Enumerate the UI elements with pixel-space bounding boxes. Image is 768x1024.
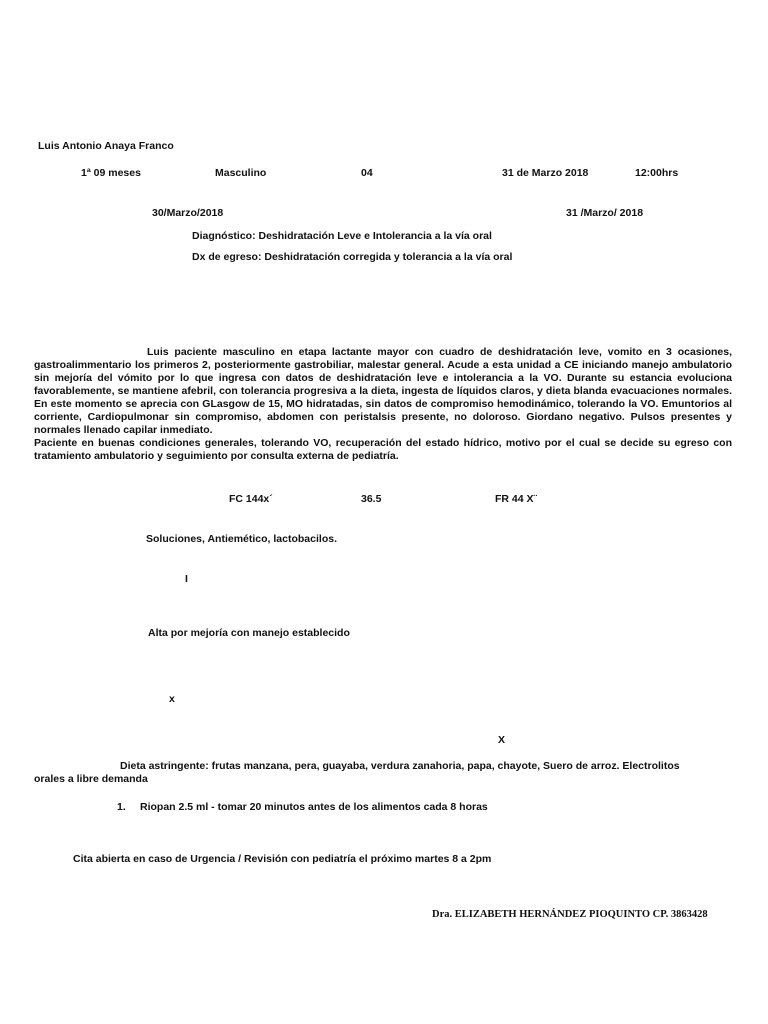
summary-first-line: Luis paciente masculino en etapa lactante mayor con cuadro de deshidratación leve, vomito en 3 ocasiones, (147, 346, 732, 358)
appointment: Cita abierta en caso de Urgencia / Revisión con pediatría el próximo martes 8 a 2pm (73, 853, 492, 865)
diet-instructions (34, 760, 732, 786)
diet-second-line: orales a libre demanda (34, 773, 148, 785)
diet-first-line: Dieta astringente: frutas manzana, pera, guayaba, verdura zanahoria, papa, chayote, Suero de arroz. Electrolitos (120, 760, 680, 772)
vital-fr: FR 44 X¨ (495, 493, 538, 505)
patient-age: 1ª 09 meses (81, 167, 141, 179)
mark-x-upper: X (498, 734, 506, 746)
diagnosis: Diagnóstico: Deshidratación Leve e Intolerancia a la vía oral (192, 230, 492, 242)
vital-fc: FC 144x´ (229, 493, 273, 505)
mark-i: I (185, 573, 188, 585)
discharge-date: 31 /Marzo/ 2018 (566, 207, 644, 219)
mark-x-lower: x (169, 693, 175, 705)
summary-body: gastroalimmentario los primeros 2, posteriormente gastrobiliar, malestar general. Acude a esta unidad a CE iniciando manejo ambulatorio sin mejoría del vómito por lo que ingresa con datos de deshidratación leve e intolerancia a la VO. Durante su estancia evoluciona favorablemente, se mantiene afebril, con tolerancia progresiva a la dieta, ingesta de líquidos claros, y dieta blanda evacuaciones normales. En este momento se aprecia con GLasgow de 15, MO hidratadas, sin datos de compromiso hemodinámico, tolerando la VO. Emuntorios al corriente, Cardiopulmonar sin compromiso, abdomen con peristalsis presente, no doloroso. Giordano negativo. Pulsos presentes y normales llenado capilar inmediato. (34, 359, 732, 436)
discharge-diagnosis: Dx de egreso: Deshidratación corregida y tolerancia a la vía oral (192, 251, 513, 263)
patient-sex: Masculino (215, 167, 267, 179)
clinical-summary (34, 346, 732, 463)
patient-date: 31 de Marzo 2018 (502, 167, 589, 179)
treatment: Soluciones, Antiemético, lactobacilos. (146, 533, 337, 545)
medication-number: 1. (117, 801, 126, 813)
medication-text: Riopan 2.5 ml - tomar 20 minutos antes de los alimentos cada 8 horas (140, 801, 488, 813)
patient-name: Luis Antonio Anaya Franco (38, 140, 174, 152)
discharge-reason: Alta por mejoría con manejo establecido (148, 627, 350, 639)
doctor-signature: Dra. ELIZABETH HERNÁNDEZ PIOQUINTO CP. 3863428 (432, 909, 708, 920)
patient-field-04: 04 (361, 167, 373, 179)
patient-time: 12:00hrs (635, 167, 679, 179)
admission-date: 30/Marzo/2018 (152, 207, 224, 219)
vital-temp: 36.5 (361, 493, 382, 505)
summary-conclusion: Paciente en buenas condiciones generales, tolerando VO, recuperación del estado hídrico, motivo por el cual se decide su egreso con tratamiento ambulatorio y seguimiento por consulta externa de pediatría. (34, 437, 732, 462)
